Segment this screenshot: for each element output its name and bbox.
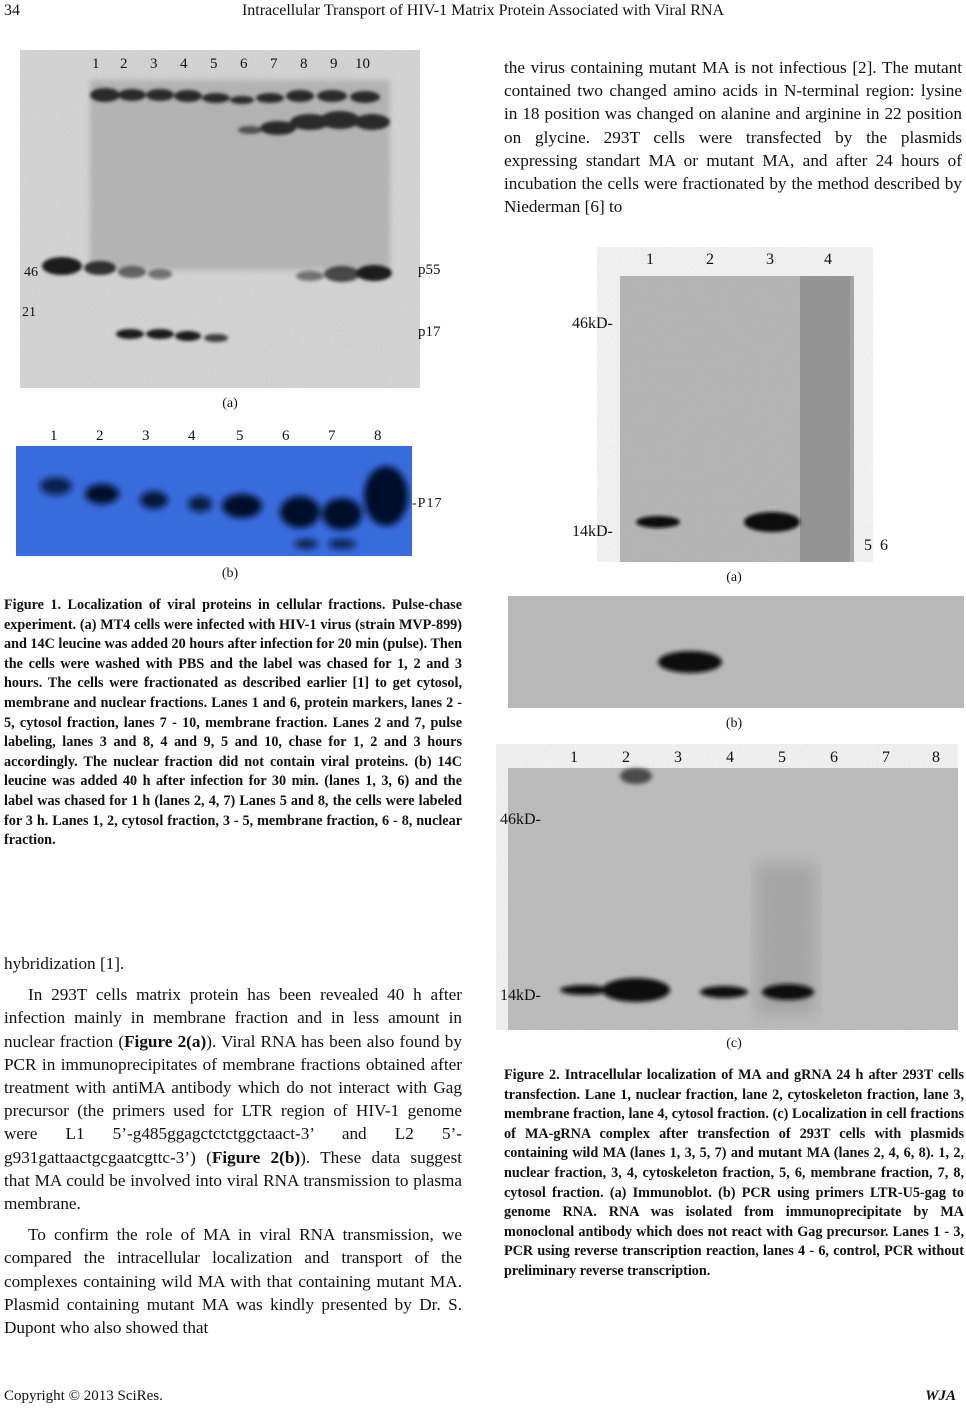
f2c-lane-7: 7	[882, 749, 890, 766]
f1a-lane-10: 10	[355, 56, 370, 72]
f2a-lane-4: 4	[824, 251, 832, 268]
f2c-lane-6: 6	[830, 749, 838, 766]
figure2a-gel	[570, 246, 900, 562]
p2-text-c: ). These data suggest that MA could be involved into viral RNA transmission to plasma membrane.	[4, 1147, 462, 1214]
f2a-lane-2: 2	[706, 251, 714, 268]
left-paragraph-1: hybridization [1].	[4, 954, 125, 973]
copyright: Copyright © 2013 SciRes.	[4, 1388, 163, 1404]
figure-2b-ref: Figure 2(b)	[211, 1147, 301, 1167]
f2c-lane-4: 4	[726, 749, 734, 766]
page-number: 34	[4, 2, 20, 19]
figure-2a-ref: Figure 2(a)	[124, 1031, 207, 1051]
running-title: Intracellular Transport of HIV-1 Matrix Protein Associated with Viral RNA	[241, 2, 725, 19]
f1b-lane-8: 8	[374, 428, 382, 444]
f1b-lane-7: 7	[328, 428, 336, 444]
f1b-lane-6: 6	[282, 428, 290, 444]
figure2c-lane-numbers	[570, 749, 940, 766]
f2a-marker-14kd: 14kD-	[572, 523, 613, 540]
figure2a-lane-numbers	[646, 251, 832, 268]
figure2b-gel	[508, 596, 964, 708]
f1b-lane-1: 1	[50, 428, 58, 444]
figure2c-label: (c)	[726, 1036, 742, 1051]
figure2c-gel	[496, 744, 958, 1030]
page-header	[0, 2, 966, 28]
f2a-lane-3: 3	[766, 251, 774, 268]
f2c-lane-3: 3	[674, 749, 682, 766]
figure1a-label: (a)	[222, 396, 238, 411]
f1a-lane-5: 5	[210, 56, 218, 72]
figure1b-gel	[16, 424, 412, 556]
f1a-marker-46: 46	[24, 265, 38, 280]
f2c-lane-8: 8	[932, 749, 940, 766]
left-paragraph-2	[4, 983, 462, 1215]
f1a-lane-4: 4	[180, 56, 188, 72]
f2c-marker-46kd: 46kD-	[500, 811, 541, 828]
f2a-marker-46kd: 46kD-	[572, 315, 613, 332]
f2c-lane-5: 5	[778, 749, 786, 766]
f1a-lane-9: 9	[330, 56, 338, 72]
right-body-text	[504, 56, 962, 218]
f1a-lane-7: 7	[270, 56, 278, 72]
f2c-lane-1: 1	[570, 749, 578, 766]
f1a-marker-p17: p17	[418, 324, 441, 340]
figure2-caption: Figure 2. Intracellular localization of MA and gRNA 24 h after 293T cells transfection. Lane 1, nuclear fraction, lane 2, cytoskeleton fraction, lane 3, membrane fraction, lane 4, cytosol fraction. (c) Localization in cell fractions of MA-gRNA complex after transfection of 293T cells with plasmids containing wild MA (lanes 1, 3, 5, 7) and mutant MA (lanes 2, 4, 6, 8). 1, 2, nuclear fraction, 3, 4, cytoskeleton fraction, 5, 6, membrane fraction, 7, 8, cytosol fraction. (a) Immunoblot. (b) PCR using primers LTR-U5-gag to genome RNA. RNA was isolated from immunoprecipitate by MA monoclonal antibody which does not react with Gag precursor. Lanes 1 - 3, PCR using reverse transcription reaction, lanes 4 - 6, control, PCR without preliminary reverse transcription.	[504, 1067, 964, 1279]
figure1b-label: (b)	[221, 566, 239, 581]
f1b-lane-4: 4	[188, 428, 196, 444]
f2c-marker-14kd: 14kD-	[500, 987, 541, 1004]
f1a-lane-2: 2	[120, 56, 128, 72]
p2-text-a: In 293T cells matrix protein has been revealed 40 h after infection mainly in membrane fraction and in less amount in nuclear fraction (	[4, 985, 462, 1051]
left-paragraph-3: To confirm the role of MA in viral RNA transmission, we compared the intracellular localization and transport of the complexes containing wild MA with that containing mutant MA. Plasmid containing mutant MA was kindly presented by Dr. S. Dupont who also showed that	[4, 1225, 462, 1338]
f1b-lane-2: 2	[96, 428, 104, 444]
figure1-caption: Figure 1. Localization of viral proteins in cellular fractions. Pulse-chase experiment. (a) MT4 cells were infected with HIV-1 virus (strain MVP-899) and 14C leucine was added 20 hours after infection for 20 min (pulse). Then the cells were washed with PBS and the label was chased for 1, 2 and 3 hours. The cells were fractionated as described earlier [1] to get cytosol, membrane and nuclear fractions. Lanes 1 and 6, protein markers, lanes 2 - 5, cytosol fraction, lanes 7 - 10, membrane fraction. Lanes 2 and 7, pulse labeling, lanes 3 and 8, 4 and 9, 5 and 10, chase for 1, 2 and 3 hours accordingly. The nuclear fraction did not contain viral proteins. (b) 14C leucine was added 40 h after infection for 30 min. (lanes 1, 3, 6) and the label was chased for 1 h (lanes 2, 4, 7) Lanes 5 and 8, the cells were labeled for 3 h. Lanes 1, 2, cytosol fraction, 3 - 5, membrane fraction, 6 - 8, nuclear fraction.	[4, 597, 462, 849]
f2a-lane-1: 1	[646, 251, 654, 268]
page-footer	[4, 1388, 962, 1405]
f1a-lane-6: 6	[240, 56, 248, 72]
f2a-extra-lanes: 5 6	[864, 537, 888, 554]
figure2b-label: (b)	[725, 716, 743, 731]
f1a-lane-8: 8	[300, 56, 308, 72]
f1a-marker-p55: p55	[418, 262, 441, 278]
f1a-marker-21: 21	[22, 305, 36, 320]
p2-text-b: ). Viral RNA has been also found by PCR in immunoprecipitates of membrane fractions obtained after treatment with antiMA antibody which do not interact with Gag precursor (the primers used for LTR region of HIV-1 genome were L1 5’-g485ggagctctctggctaact-3’ and L2 5’-g931gattaactgcgaatcgttc-3’) (	[4, 1031, 462, 1167]
f1a-lane-3: 3	[150, 56, 158, 72]
f1a-lane-1: 1	[92, 56, 100, 72]
f2c-lane-2: 2	[622, 749, 630, 766]
f1b-marker-p17: -P17	[412, 496, 443, 511]
figure1b-lane-numbers	[50, 428, 382, 444]
right-paragraph-1: the virus containing mutant MA is not infectious [2]. The mutant contained two changed amino acids in N-terminal region: lysine in 18 position was changed on alanine and arginine in 22 position on glycine. 293T cells were transfected by the plasmids expressing standart MA or mutant MA, and after 24 hours of incubation the cells were fractionated by the method described by Niederman [6] to	[504, 58, 962, 217]
f2b-band	[658, 651, 722, 673]
left-body-text	[4, 952, 462, 1339]
figure1a-gel	[20, 50, 420, 388]
f1b-lane-5: 5	[236, 428, 244, 444]
figure2a-label: (a)	[726, 570, 742, 585]
f1b-lane-3: 3	[142, 428, 150, 444]
journal-name: WJA	[925, 1388, 956, 1404]
